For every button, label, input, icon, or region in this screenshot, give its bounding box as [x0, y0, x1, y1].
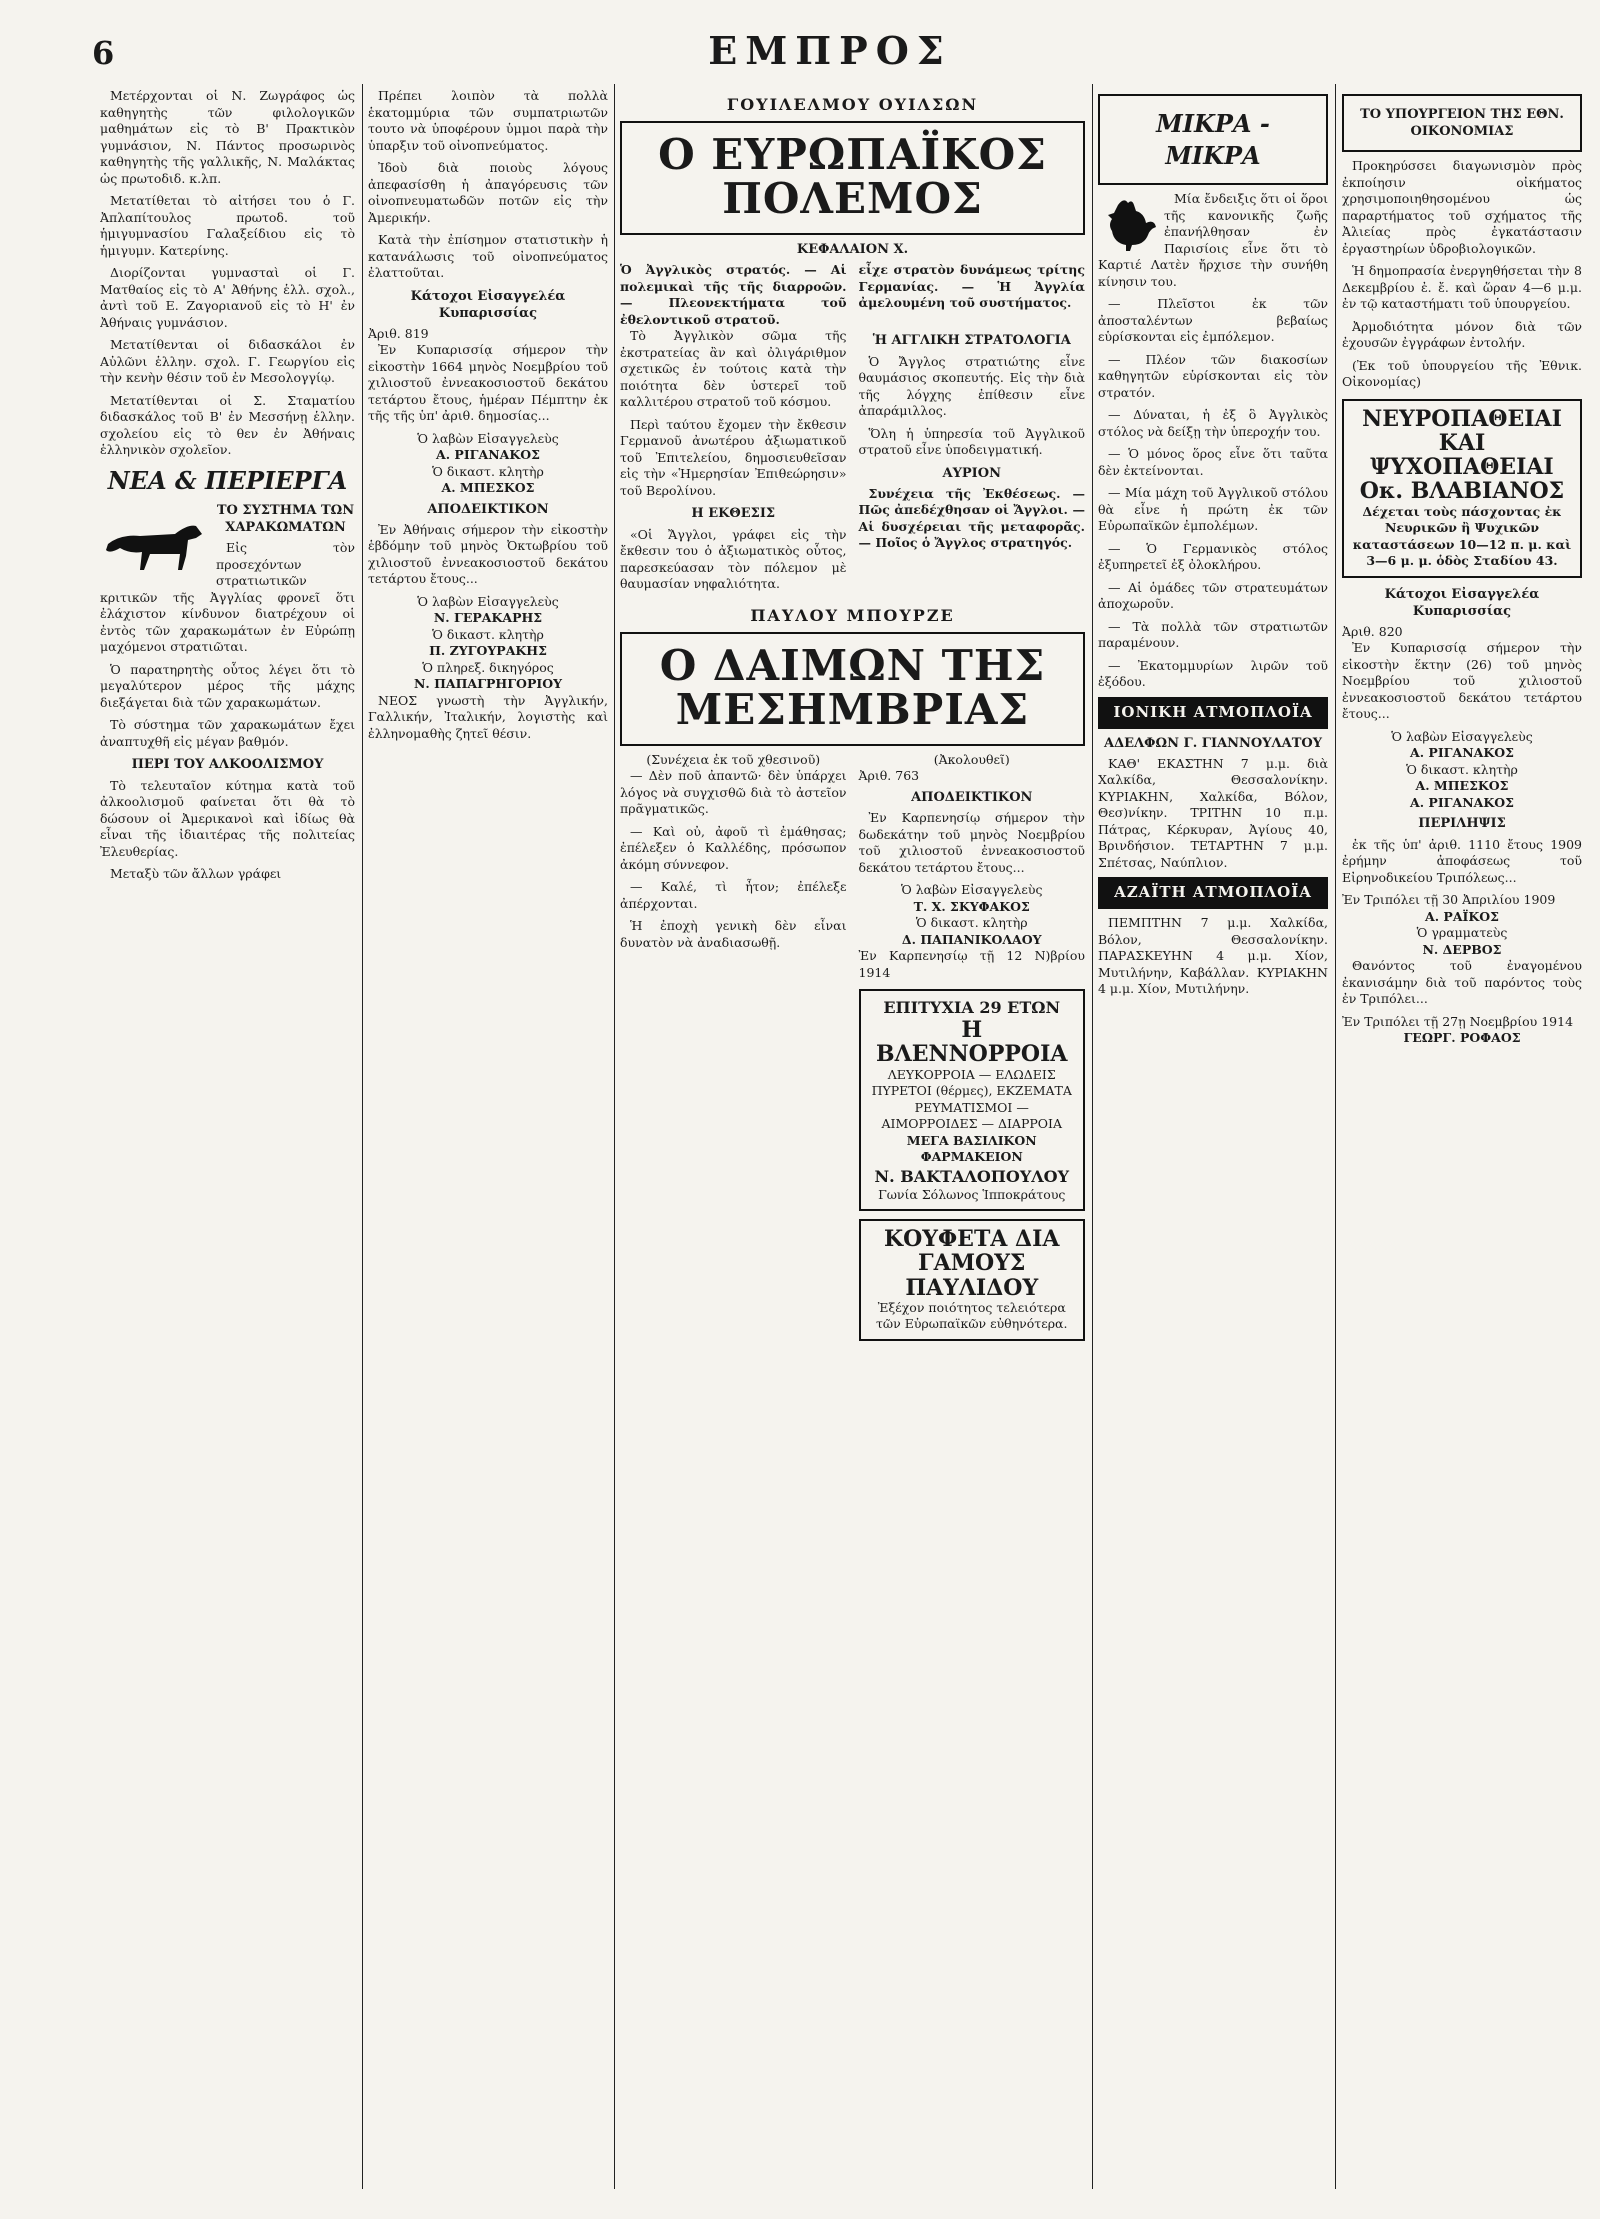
rooster-icon: [1098, 193, 1158, 253]
subcolumn-right: [859, 328, 1086, 598]
paragraph: Συνέχεια τῆς Ἐκθέσεως. — Πῶς ἀπεδέχθησαν οἱ Ἄγγλοι. — Αἱ δυσχέρειαι τῆς μεταφορᾶς. — Ποῖος ὁ Ἄγγλος στρατηγός.: [858, 485, 1085, 551]
paragraph: Ἐν Καρπενησίῳ σήμερον τὴν δωδεκάτην τοῦ μηνὸς Νοεμβρίου τοῦ χιλιοστοῦ ἐννεακοσιοστοῦ δεκάτου τετάρτου ἔτους...: [858, 810, 1085, 875]
paragraph: Ἀρμοδιότητα μόνον διὰ τῶν ἐχουσῶν ἐγγράφων ἐντολήν.: [1342, 318, 1582, 351]
signature-name: Ν. ΔΕΡΒΟΣ: [1422, 941, 1502, 957]
column-4: [1098, 88, 1328, 2189]
article-subtitle: ΤΟ ΣΥΣΤΗΜΑ ΤΩΝ ΧΑΡΑΚΩΜΑΤΩΝ: [216, 503, 355, 536]
column-3: [620, 88, 1085, 2189]
subcolumn-left: [620, 328, 847, 598]
signature-name: Α. ΜΠΕΣΚΟΣ: [441, 480, 535, 496]
paragraph: Μετατίθενται οἱ Σ. Σταματίου διδασκάλος τοῦ Β' ἐν Μεσσήνῃ ἑλλην. σχολείου εἰς τὸ θεν ἐν Ἀθήναις ἑλληνικὸν σχολεῖον.: [100, 392, 355, 457]
paragraph: — Μία μάχη τοῦ Ἀγγλικοῦ στόλου θὰ εἶνε ἡ πρώτη ἐκ τῶν Εὐρωπαϊκῶν ἐμπολέμων.: [1098, 485, 1328, 534]
column-rule: [1335, 84, 1336, 2189]
signature-name: Π. ΖΥΓΟΥΡΑΚΗΣ: [429, 643, 547, 659]
shipping-schedule: ΠΕΜΠΤΗΝ 7 μ.μ. Χαλκίδα, Βόλον, Θεσσαλονίκην. ΠΑΡΑΣΚΕΥΗΝ 4 μ.μ. Χίον, Μυτιλήνην, Καβάλλαν. ΚΥΡΙΑΚΗΝ 4 μ.μ. Χίον, Μυτιλήνην.: [1098, 915, 1328, 997]
article-author: ΠΑΥΛΟΥ ΜΠΟΥΡΖΕ: [750, 605, 955, 625]
continuation-note: (Ἀκολουθεῖ): [933, 751, 1010, 767]
two-column-body: [620, 752, 1085, 1349]
paragraph: Μία ἔνδειξις ὅτι οἱ ὅροι τῆς κανονικῆς ζωῆς ἐπανήλθησαν ἐν Παρισίοις εἶνε ὅτι τὸ Καρτιέ Λατὲν ἤρχισε τὴν συνήθη κίνησιν του.: [1098, 191, 1328, 289]
notice-heading: ΤΟ ΥΠΟΥΡΓΕΙΟΝ ΤΗΣ ΕΘΝ. ΟΙΚΟΝΟΜΙΑΣ: [1360, 107, 1564, 140]
headline-box: [620, 121, 1085, 235]
paragraph: Ἐν Κυπαρισσίᾳ σήμερον τὴν εἰκοστὴν 1664 μηνὸς Νοεμβρίου τοῦ χιλιοστοῦ ἐννεακοσιοστοῦ δεκάτου τετάρτου ἔτους, ἡμέραν Πέμπτην ἐκ τῆς τῆς ὑπ' ἀριθ. δημοσίας...: [368, 342, 608, 424]
notice-heading: ΑΠΟΔΕΙΚΤΙΚΟΝ: [427, 501, 549, 517]
paragraph: Ὁ Ἄγγλος στρατιώτης εἶνε θαυμάσιος σκοπευτής. Εἰς τὴν διὰ τῆς λόγχης ἐπίθεσιν εἶνε ἀπαράμιλλος.: [858, 353, 1085, 419]
ad-line: ΛΕΥΚΟΡΡΟΙΑ — ΕΛΩΔΕΙΣ ΠΥΡΕΤΟΙ (θέρμες), ΕΚΖΕΜΑΤΑ ΡΕΥΜΑΤΙΣΜΟΙ — ΑΙΜΟΡΡΟΙΔΕΣ — ΔΙΑΡΡΟΙΑ: [871, 1066, 1072, 1132]
ad-line: Η ΒΛΕΝΝΟΡΡΟΙΑ: [876, 1017, 1068, 1068]
summary-row: [620, 262, 1085, 328]
ad-line: ΚΟΥΦΕΤΑ ΔΙΑ ΓΑΜΟΥΣ: [884, 1226, 1060, 1277]
paragraph: Πρέπει λοιπὸν τὰ πολλὰ ἑκατομμύρια τῶν συμπατριωτῶν τουτο νὰ ὑποφέρουν ὑμμοι παρὰ τὴν ὑπαρξιν τοῦ οἰνοπνεύματος.: [368, 88, 608, 153]
paragraph: Εἰς τὸν προσεχόντων στρατιωτικῶν κριτικῶν τῆς Ἀγγλίας φρονεῖ ὅτι ἐλάχιστον κίνδυνον διατρέχουν οἱ ἐντὸς τῶν χαρακωμάτων ἐν Εὐρώπῃ μαχόμενοι στρατιῶται.: [100, 540, 355, 655]
notice-date: Ἐν Τριπόλει τῇ 27ῃ Νοεμβρίου 1914: [1342, 1013, 1574, 1029]
notice-heading: ΠΕΡΙΛΗΨΙΣ: [1418, 816, 1506, 832]
signature-name: Τ. Χ. ΣΚΥΦΑΚΟΣ: [913, 898, 1030, 914]
column-rule: [614, 84, 615, 2189]
paragraph: Τὸ σύστημα τῶν χαρακωμάτων ἔχει ἀναπτυχθῆ εἰς μέγαν βαθμόν.: [100, 717, 355, 749]
masthead: [80, 28, 1580, 74]
shipping-ad-title: ΙΟΝΙΚΗ ΑΤΜΟΠΛΟΪΑ: [1098, 697, 1328, 729]
signature-name: Ν. ΠΑΠΑΓΡΗΓΟΡΙΟΥ: [413, 676, 563, 692]
paragraph: — Καὶ οὐ, ἀφοῦ τὶ ἐμάθησας; ἐπέλεξεν ὁ Καλλέδης, πρόσωπον ἀκόμη σύννεφον.: [620, 823, 847, 872]
article-author: ΓΟΥΙΛΕΛΜΟΥ ΟΥΙΛΣΩΝ: [726, 95, 979, 114]
ad-line: ΕΠΙΤΥΧΙΑ 29 ΕΤΩΝ: [883, 998, 1061, 1018]
paragraph: Περὶ ταύτου ἔχομεν τὴν ἔκθεσιν Γερμανοῦ ἀνωτέρου ἀξιωματικοῦ τοῦ Ἐπιτελείου, δημοσιευθεῖσαν εἰς τὴν «Ἡμερησίαν Ἐπιθεώρησιν» τοῦ Βερολίνου.: [620, 416, 847, 498]
paragraph: — Καλέ, τὶ ἦτον; ἐπέλεξε ἀπέρχονται.: [620, 879, 847, 911]
notice-number: Ἀριθ. 820: [1342, 623, 1403, 639]
pharmacy-ad: [859, 989, 1086, 1211]
paragraph: ἐκ τῆς ὑπ' ἀριθ. 1110 ἔτους 1909 ἐρήμην ἀποφάσεως τοῦ Εἰρηνοδικείου Τριπόλεως...: [1342, 836, 1582, 885]
paragraph: Ὁ παρατηρητὴς οὗτος λέγει ὅτι τὸ μεγαλύτερον μέρος τῆς μάχης διεξάγεται διὰ τῶν χαρακωμάτων.: [100, 661, 355, 710]
signature-name: ΓΕΩΡΓ. ΡΟΦΑΟΣ: [1403, 1030, 1521, 1046]
signature-name: Α. ΡΙΓΑΝΑΚΟΣ: [436, 447, 540, 463]
confectionery-ad: [859, 1219, 1086, 1341]
paragraph: — Πλέον τῶν διακοσίων καθηγητῶν εὑρίσκονται εἰς τὸν στρατόν.: [1098, 351, 1328, 400]
column-5: [1342, 88, 1582, 2189]
notice-date: Ἐν Καρπενησίῳ τῇ 12 Ν)βρίου 1914: [858, 948, 1085, 980]
paragraph: Διορίζονται γυμνασταὶ οἱ Γ. Ματθαίος εἰς τὸ Α' Ἀθήνης ἑλλ. σχολ., ἀντὶ τοῦ Ε. Ζαγοριανοῦ εἰς τὸ Η' ἐν Ἀθήναις γυμνάσιον.: [100, 265, 355, 330]
paragraph: Ἡ δημοπρασία ἐνεργηθήσεται τὴν 8 Δεκεμβρίου ἐ. ἔ. καὶ ὥραν 4—6 μ.μ. ἐν τῷ καταστήματι τοῦ ὑπουργείου.: [1342, 263, 1582, 312]
shipping-ad-title: ΑΖΑΪΤΗ ΑΤΜΟΠΛΟΪΑ: [1098, 877, 1328, 909]
shipping-schedule: ΚΑΘ' ΕΚΑΣΤΗΝ 7 μ.μ. διὰ Χαλκίδα, Θεσσαλονίκην. ΚΥΡΙΑΚΗΝ, Χαλκίδα, Βόλον, Θεσ)νίκην. ΤΡΙΤΗΝ 10 π.μ. Πάτρας, Κέρκυραν, Ἀγίους 40, Βρινδήσιον. ΤΕΤΑΡΤΗΝ 7 μ.μ. Σπέτσας, Ναύπλιον.: [1098, 755, 1328, 870]
ad-line: Ν. ΒΑΚΤΑΛΟΠΟΥΛΟΥ: [874, 1166, 1070, 1186]
column-2: [368, 88, 608, 2189]
headline-box: [620, 632, 1085, 746]
classified-ad: ΝΕΟΣ γνωστὴ τὴν Ἀγγλικήν, Γαλλικήν, Ἰταλικήν, λογιστὴς καὶ ἐλληνομαθὴς ζητεῖ θέσιν.: [368, 692, 608, 741]
headline: Ο ΕΥΡΩΠΑΪΚΟΣ ΠΟΛΕΜΟΣ: [658, 130, 1047, 224]
column-rule: [362, 84, 363, 2189]
signature-label: Ὁ λαβὼν Εἰσαγγελεὺς: [417, 593, 559, 609]
paragraph: — Ὁ Γερμανικὸς στόλος ἐξυπηρετεῖ ἐξ ὀλοκλήρου.: [1098, 540, 1328, 573]
ad-line: Ἐξέχον ποιότητος τελειότερα τῶν Εὐρωπαϊκῶν εὐθηνότερα.: [876, 1299, 1068, 1332]
signature-label: Ὁ δικαστ. κλητὴρ: [432, 626, 544, 642]
signature-name: Α. ΡΙΓΑΝΑΚΟΣ: [1410, 745, 1514, 761]
signature-label: Ὁ γραμματεὺς: [1416, 925, 1508, 941]
ad-line: Οκ. ΒΛΑΒΙΑΝΟΣ: [1359, 478, 1565, 505]
subcolumn-right: [859, 752, 1086, 1349]
ad-line: ΠΑΥΛΙΔΟΥ: [905, 1274, 1039, 1301]
section-heading: Ἡ ΑΓΓΛΙΚΗ ΣΤΡΑΤΟΛΟΓΙΑ: [872, 333, 1071, 349]
paragraph: Ἰδοὺ διὰ ποιοὺς λόγους ἀπεφασίσθη ἡ ἀπαγόρευσις τῶν οἰνοπνευματωδῶν ποτῶν εἰς τὴν Ἀμερικήν.: [368, 160, 608, 225]
paragraph: Τὸ τελευταῖον κύτημα κατὰ τοῦ ἀλκοολισμοῦ φαίνεται ὅτι θὰ τὸ δώσουν οἱ Ἀμερικανοὶ καὶ ἰδίως θὰ εἶναι τῆς ἰδιαιτέρας τῆς πολιτείας Ἐλευθερίας.: [100, 777, 355, 859]
signature-label: Ὁ δικαστ. κλητὴρ: [1406, 761, 1518, 777]
notice-heading: Κάτοχοι Εἰσαγγελέα Κυπαρισσίας: [1384, 586, 1540, 619]
chapter-title: ΚΕΦΑΛΑΙΟΝ Χ.: [796, 242, 909, 258]
paragraph: — Πλεῖστοι ἐκ τῶν ἀποσταλέντων βεβαίως εὑρίσκονται εἰς ἐμπόλεμον.: [1098, 296, 1328, 345]
ad-line: ΚΑΙ ΨΥΧΟΠΑΘΕΙΑΙ: [1370, 430, 1554, 481]
notice-date: Ἐν Τριπόλει τῇ 30 Ἀπριλίου 1909: [1342, 892, 1556, 908]
paragraph: — Ὁ μόνος ὅρος εἶνε ὅτι ταῦτα δὲν ἐκτείνονται.: [1098, 446, 1328, 478]
paragraph: Κατὰ τὴν ἐπίσημον στατιστικὴν ἡ κατανάλωσις τοῦ οἰνοπνεύματος ἐλαττοῦται.: [368, 232, 608, 280]
paragraph: — Δὲν ποῦ ἀπαντῶ· δὲν ὑπάρχει λόγος νὰ συγχισθῶ διὰ τὸ ἀστεῖον πρᾶγματικῶς.: [620, 768, 847, 817]
shipping-ad-subtitle: ΑΔΕΛΦΩΝ Γ. ΓΙΑΝΝΟΥΛΑΤΟΥ: [1104, 735, 1322, 751]
headline-box: [1098, 94, 1328, 185]
paragraph: (Ἐκ τοῦ ὑπουργείου τῆς Ἐθνικ. Οἰκονομίας): [1342, 357, 1582, 390]
ad-line: Δέχεται τοὺς πάσχοντας ἐκ Νευρικῶν ἢ Ψυχικῶν καταστάσεων 10—12 π. μ. καὶ 3—6 μ. μ. ὁδὸς Σταδίου 43.: [1352, 503, 1572, 569]
two-column-body: [620, 328, 1085, 598]
paragraph: Προκηρύσσει διαγωνισμὸν πρὸς ἐκποίησιν οἰκήματος χρησιμοποιηθησομένου ὡς παραρτήματος τοῦ σχήματος τῆς Ἀλιείας πρὸς ἐγκατάστασιν ἐργαστηρίων ὑδροβιολογικῶν.: [1342, 158, 1582, 256]
signature-name: Α. ΡΙΓΑΝΑΚΟΣ: [1410, 794, 1514, 810]
paragraph: Μεταξὺ τῶν ἄλλων γράφει: [110, 866, 282, 882]
continuation-note: (Συνέχεια ἐκ τοῦ χθεσινοῦ): [646, 751, 821, 767]
signature-name: Α. ΜΠΕΣΚΟΣ: [1415, 778, 1509, 794]
paragraph: — Αἱ ὁμάδες τῶν στρατευμάτων ἀποχωροῦν.: [1098, 579, 1328, 612]
headline-box: [1342, 94, 1582, 152]
signature-label: Ὁ λαβὼν Εἰσαγγελεὺς: [901, 882, 1043, 898]
summary-left: Ὁ Ἀγγλικὸς στρατός. — Αἱ πολεμικαὶ τῆς τῆς διαρροῶν. — Πλεονεκτήματα τοῦ ἐθελοντικοῦ στρατοῦ.: [620, 262, 847, 327]
ad-line: ΜΕΓΑ ΒΑΣΙΛΙΚΟΝ ΦΑΡΜΑΚΕΙΟΝ: [906, 1132, 1037, 1165]
signature-name: Δ. ΠΑΠΑΝΙΚΟΛΑΟΥ: [901, 931, 1042, 947]
notice-number: Ἀριθ. 819: [368, 325, 429, 341]
doctor-ad: [1342, 399, 1582, 578]
signature-label: Ὁ πληρεξ. δικηγόρος: [422, 659, 554, 675]
section-heading: ΑΥΡΙΟΝ: [942, 465, 1001, 481]
notice-heading: ΑΠΟΔΕΙΚΤΙΚΟΝ: [911, 789, 1033, 805]
dog-icon: [100, 504, 210, 574]
notice-heading: Κάτοχοι Εἰσαγγελέα Κυπαρισσίας: [410, 288, 566, 321]
column-rule: [1092, 84, 1093, 2189]
paragraph: «Οἱ Ἄγγλοι, γράφει εἰς τὴν ἔκθεσιν του ὁ ἀξιωματικὸς οὗτος, παρεσκεύασαν τὸν πόλεμον μὲ θαυμασίαν νηφαλιότητα.: [620, 526, 847, 592]
paragraph: Μετατίθενται οἱ διδασκάλοι ἐν Αὐλῶνι ἑλλην. σχολ. Γ. Γεωργίου εἰς τὴν κενὴν θέσιν τοῦ ἐν Μεσολογγίῳ.: [100, 337, 355, 385]
paragraph: Ἐν Ἀθήναις σήμερον τὴν εἰκοστὴν ἑβδόμην τοῦ μηνὸς Ὀκτωβρίου τοῦ χιλιοστοῦ ἐννεακοσιοστοῦ δεκάτου τετάρτου ἔτους...: [368, 521, 608, 587]
paragraph: Μετέρχονται οἱ Ν. Ζωγράφος ὡς καθηγητὴς τῶν φιλολογικῶν μαθημάτων εἰς τὸ Β' Πρακτικὸν γυμνάσιον, Ν. Πάντος προσωρινὸς καθηγητὴς τῆς γαλλικῆς, Ν. Μαλάκτας ὡς πρωτοδιδ. κ.λπ.: [100, 88, 355, 186]
paragraph: Τὸ Ἀγγλικὸν σῶμα τῆς ἐκστρατείας ἂν καὶ ὀλιγάριθμον σχετικῶς ἐν τούτοις κατὰ τὴν ποιότητα δὲν ὑστερεῖ τοῦ καλλιτέρου στρατοῦ τοῦ κόσμου.: [620, 328, 847, 410]
summary-right: εἶχε στρατὸν δυνάμεως τρίτης Γερμανίας. — Ἡ Ἀγγλία ἀμελουμένη τοῦ συστήματος.: [858, 262, 1085, 311]
paragraph: Ἡ ἐποχὴ γενικὴ δὲν εἶναι δυνατὸν νὰ ἀναδιασωθῇ.: [620, 918, 847, 950]
paragraph: — Δύναται, ἡ ἐξ ὃ Ἀγγλικὸς στόλος νὰ δείξῃ τὴν ὑπεροχήν του.: [1098, 407, 1328, 439]
section-title: ΝΕΑ & ΠΕΡΙΕΡΓΑ: [107, 465, 348, 495]
ad-line: ΝΕΥΡΟΠΑΘΕΙΑΙ: [1362, 405, 1562, 432]
page-number: 6: [92, 34, 115, 72]
section-title: ΜΙΚΡΑ - ΜΙΚΡΑ: [1156, 109, 1270, 170]
paragraph: Μετατίθεται τὸ αἰτήσει του ὁ Γ. Ἀπλαπίτουλος πρωτοδ. τοῦ ἡμιγυμνασίου Γαλαξείδιου εἰς τὸ ἡμιγυμν. Κατερίνης.: [100, 193, 355, 258]
paragraph: — Τὰ πολλὰ τῶν στρατιωτῶν παραμένουν.: [1098, 618, 1328, 651]
paragraph: Θανόντος τοῦ ἐναγομένου ἐκανισάμην διὰ τοῦ παρόντος τοὺς ἐν Τριπόλει...: [1342, 958, 1582, 1007]
headline: Ο ΔΑΙΜΩΝ ΤΗΣ ΜΕΣΗΜΒΡΙΑΣ: [659, 640, 1046, 734]
signature-name: Α. ΡΑΪΚΟΣ: [1425, 908, 1499, 924]
signature-label: Ὁ δικαστ. κλητὴρ: [915, 915, 1028, 931]
section-heading: Η ΕΚΘΕΣΙΣ: [691, 506, 776, 522]
paragraph: — Ἐκατομμυρίων λιρῶν τοῦ ἐξόδου.: [1098, 657, 1328, 690]
article-subtitle: ΠΕΡΙ ΤΟΥ ΑΛΚΟΟΛΙΣΜΟΥ: [131, 757, 324, 773]
newspaper-title: ΕΜΠΡΟΣ: [708, 28, 952, 73]
paragraph: Ὅλη ἡ ὑπηρεσία τοῦ Ἀγγλικοῦ στρατοῦ εἶνε ὑποδειγματική.: [858, 425, 1085, 458]
signature-label: Ὁ λαβὼν Εἰσαγγελεὺς: [417, 430, 559, 446]
column-1: [100, 88, 355, 2189]
signature-name: Ν. ΓΕΡΑΚΑΡΗΣ: [433, 610, 543, 626]
signature-label: Ὁ λαβὼν Εἰσαγγελεὺς: [1391, 728, 1533, 744]
notice-number: Ἀριθ. 763: [858, 768, 920, 784]
signature-label: Ὁ δικαστ. κλητὴρ: [432, 463, 544, 479]
paragraph: Ἐν Κυπαρισσίᾳ σήμερον τὴν εἰκοστὴν ἕκτην (26) τοῦ μηνὸς Νοεμβρίου τοῦ χιλιοστοῦ ἐννεακοσιοστοῦ δεκάτου τετάρτου ἔτους...: [1342, 640, 1582, 722]
subcolumn-left: [620, 752, 847, 1349]
ad-line: Γωνία Σόλωνος Ἱπποκράτους: [878, 1186, 1066, 1202]
